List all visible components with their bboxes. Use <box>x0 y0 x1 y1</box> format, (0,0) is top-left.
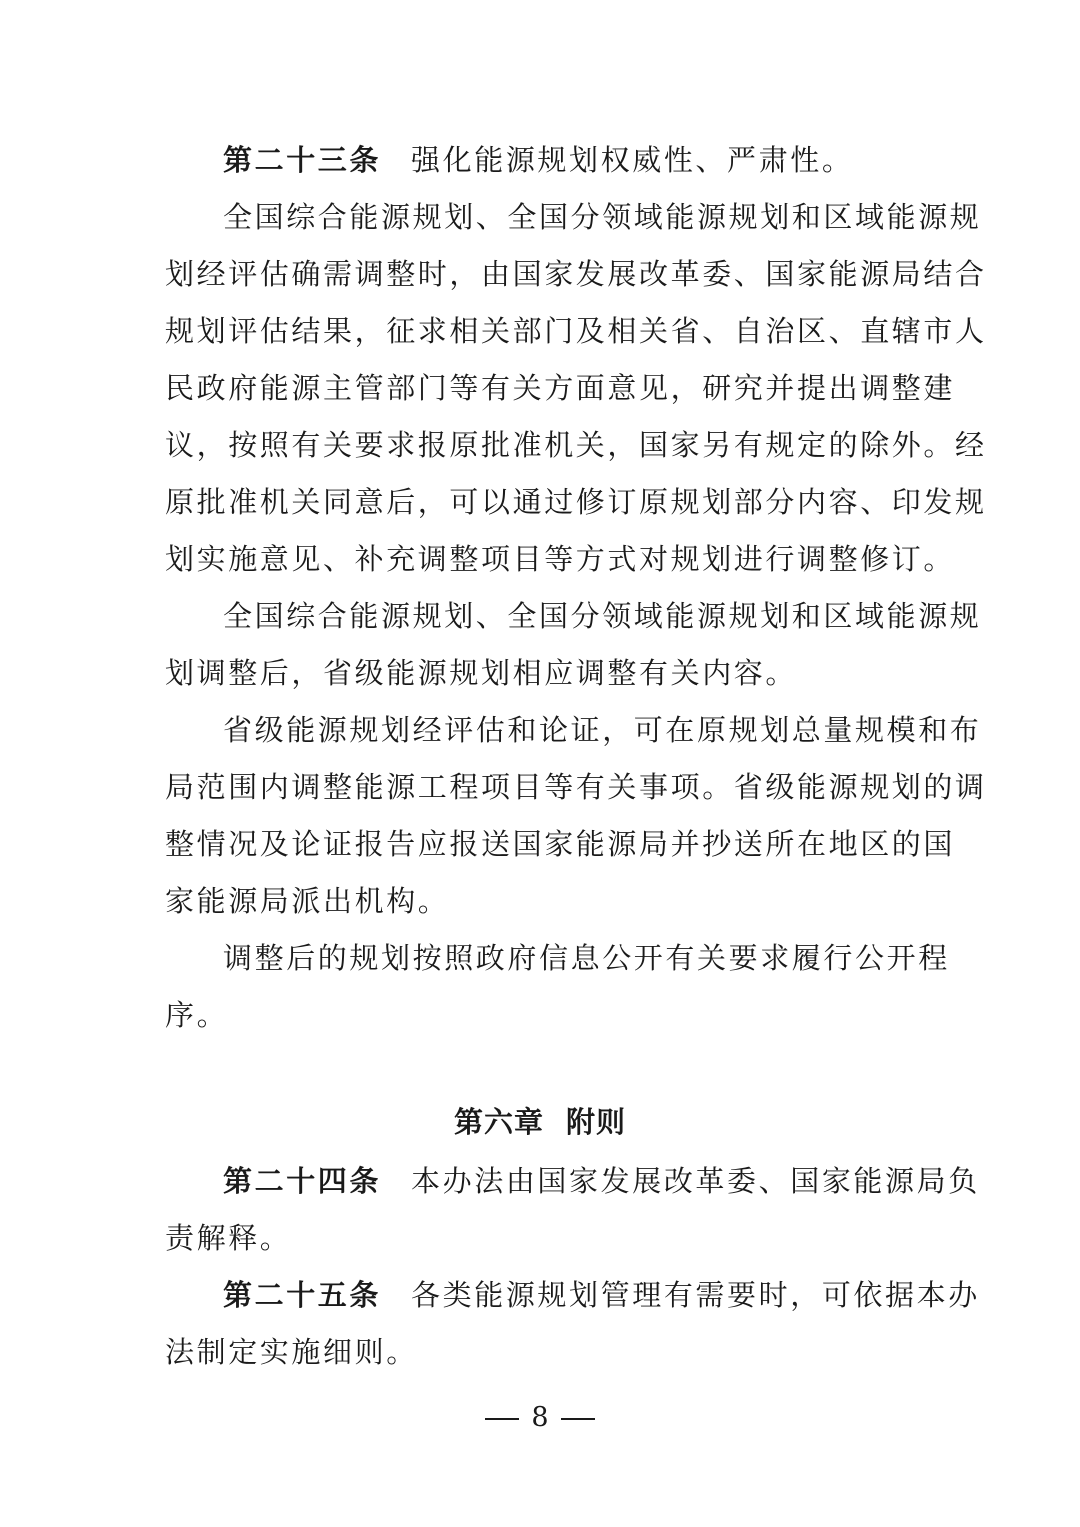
chapter-name: 附则 <box>566 1105 627 1139</box>
paragraph-line: 法制定实施细则。 <box>165 1335 418 1369</box>
article-25-text: 各类能源规划管理有需要时，可依据本办 <box>411 1278 980 1312</box>
paragraph-line: 划调整后，省级能源规划相应调整有关内容。 <box>165 656 798 690</box>
page-number: 8 <box>531 1402 549 1433</box>
paragraph-line: 规划评估结果，征求相关部门及相关省、自治区、直辖市人 <box>165 314 987 348</box>
paragraph-line: 全国综合能源规划、全国分领域能源规划和区域能源规 <box>223 200 982 234</box>
chapter-number: 第六章 <box>453 1105 544 1139</box>
footer-dash-right <box>561 1418 595 1420</box>
article-25-label: 第二十五条 <box>223 1278 382 1312</box>
paragraph-line: 调整后的规划按照政府信息公开有关要求履行公开程 <box>223 941 950 975</box>
article-24-label: 第二十四条 <box>223 1164 382 1198</box>
article-23-label: 第二十三条 <box>223 143 382 177</box>
paragraph-line: 省级能源规划经评估和论证，可在原规划总量规模和布 <box>223 713 982 747</box>
article-24-text: 本办法由国家发展改革委、国家能源局负 <box>411 1164 980 1198</box>
paragraph-line: 家能源局派出机构。 <box>165 884 450 918</box>
paragraph-line: 原批准机关同意后，可以通过修订原规划部分内容、印发规 <box>165 485 987 519</box>
footer-dash-left <box>485 1418 519 1420</box>
paragraph-line: 序。 <box>165 998 229 1032</box>
paragraph-line: 局范围内调整能源工程项目等有关事项。省级能源规划的调 <box>165 770 987 804</box>
paragraph-line: 责解释。 <box>165 1221 292 1255</box>
paragraph-line: 划经评估确需调整时，由国家发展改革委、国家能源局结合 <box>165 257 987 291</box>
article-23-heading <box>223 140 917 180</box>
paragraph-line: 划实施意见、补充调整项目等方式对规划进行调整修订。 <box>165 542 956 576</box>
paragraph-line: 民政府能源主管部门等有关方面意见，研究并提出调整建 <box>165 371 956 405</box>
article-23-title: 强化能源规划权威性、严肃性。 <box>411 143 854 177</box>
article-25-line <box>223 1275 980 1315</box>
paragraph-line: 议，按照有关要求报原批准机关，国家另有规定的除外。经 <box>165 428 987 462</box>
paragraph-line: 全国综合能源规划、全国分领域能源规划和区域能源规 <box>223 599 982 633</box>
page-footer <box>0 1398 1080 1438</box>
chapter-heading <box>0 1102 1080 1142</box>
paragraph-line: 整情况及论证报告应报送国家能源局并抄送所在地区的国 <box>165 827 956 861</box>
article-24-line <box>223 1161 980 1201</box>
